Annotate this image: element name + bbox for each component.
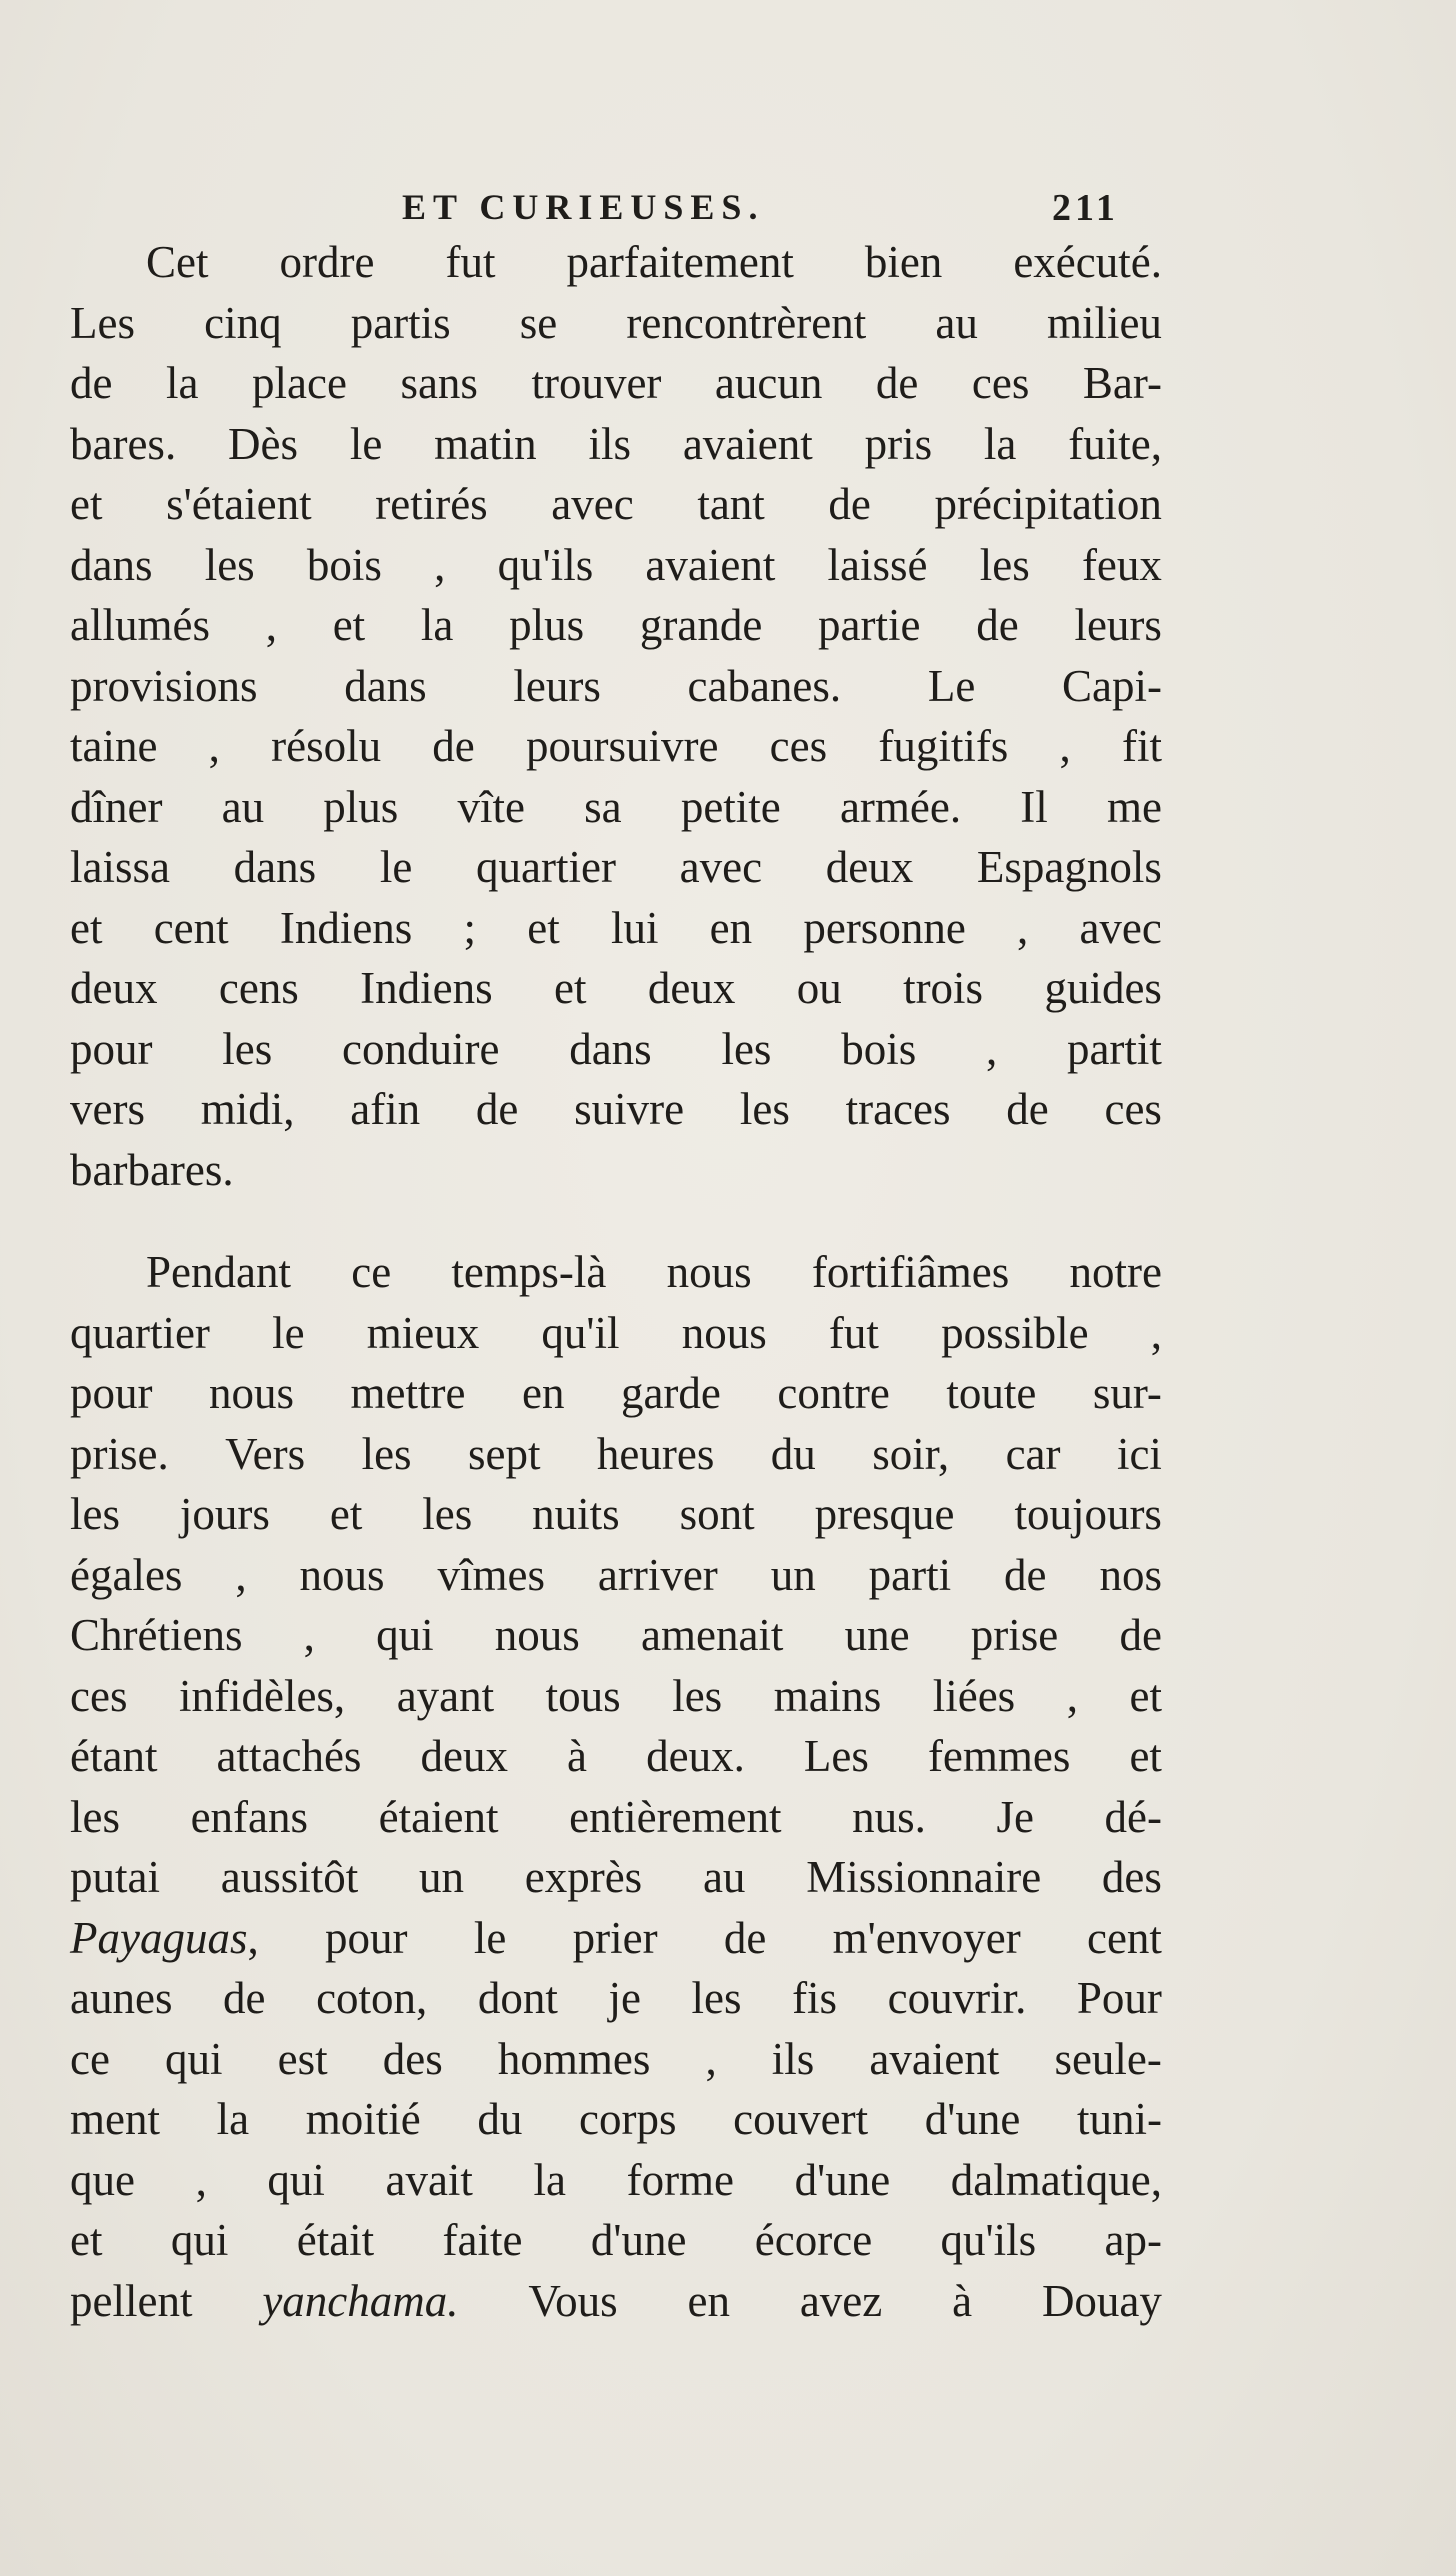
text-line: ment la moitié du corps couvert d'une tuni- [70, 2094, 1162, 2144]
text-line: laissa dans le quartier avec deux Espagnols [70, 842, 1162, 892]
text-line: dans les bois , qu'ils avaient laissé les feux [70, 539, 1162, 590]
text-line: et cent Indiens ; et lui en personne , avec [70, 902, 1162, 953]
text-line: dîner au plus vîte sa petite armée. Il me [70, 781, 1162, 832]
text-line: vers midi, afin de suivre les traces de ces [70, 1084, 1162, 1134]
text-line: barbares. [70, 1144, 234, 1195]
paragraph-2 [70, 1242, 1162, 2331]
text-line: pellent yanchama. Vous en avez à Douay [70, 2275, 1162, 2326]
text-line: Payaguas, pour le prier de m'envoyer cent [70, 1912, 1162, 1963]
text-line: prise. Vers les sept heures du soir, car ici [70, 1428, 1162, 1479]
text-line: deux cens Indiens et deux ou trois guides [70, 963, 1162, 1013]
text-line: pour les conduire dans les bois , partit [70, 1023, 1162, 1074]
text-line: quartier le mieux qu'il nous fut possible , [70, 1307, 1162, 1358]
text-line: aunes de coton, dont je les fis couvrir. Pour [70, 1973, 1162, 2023]
text-line: et s'étaient retirés avec tant de précipitation [70, 479, 1162, 529]
text-line: Pendant ce temps-là nous fortifiâmes notre [146, 1247, 1162, 1297]
text-line: ces infidèles, ayant tous les mains liées , et [70, 1670, 1162, 1721]
text-line: Cet ordre fut parfaitement bien exécuté. [146, 237, 1162, 287]
page-header [0, 186, 1456, 236]
text-line: Les cinq partis se rencontrèrent au milieu [70, 297, 1162, 348]
text-line: provisions dans leurs cabanes. Le Capi- [70, 660, 1162, 711]
text-line: allumés , et la plus grande partie de leurs [70, 600, 1162, 650]
paragraph-1 [70, 232, 1162, 1200]
text-line: égales , nous vîmes arriver un parti de nos [70, 1549, 1162, 1600]
text-line: les jours et les nuits sont presque toujours [70, 1489, 1162, 1539]
running-head: ET CURIEUSES. [402, 187, 765, 227]
text-line: pour nous mettre en garde contre toute sur- [70, 1368, 1162, 1418]
text-line: et qui était faite d'une écorce qu'ils ap- [70, 2215, 1162, 2265]
text-line: de la place sans trouver aucun de ces Bar- [70, 358, 1162, 408]
text-line: les enfans étaient entièrement nus. Je dé- [70, 1791, 1162, 1842]
text-line: que , qui avait la forme d'une dalmatique, [70, 2154, 1162, 2205]
body-text [70, 232, 1162, 2331]
page-number: 211 [1052, 187, 1119, 229]
text-line: étant attachés deux à deux. Les femmes et [70, 1731, 1162, 1781]
text-line: taine , résolu de poursuivre ces fugitifs , fit [70, 721, 1162, 771]
text-line: bares. Dès le matin ils avaient pris la fuite, [70, 418, 1162, 469]
text-line: putai aussitôt un exprès au Missionnaire des [70, 1852, 1162, 1902]
text-line: ce qui est des hommes , ils avaient seule- [70, 2033, 1162, 2084]
text-line: Chrétiens , qui nous amenait une prise de [70, 1610, 1162, 1660]
